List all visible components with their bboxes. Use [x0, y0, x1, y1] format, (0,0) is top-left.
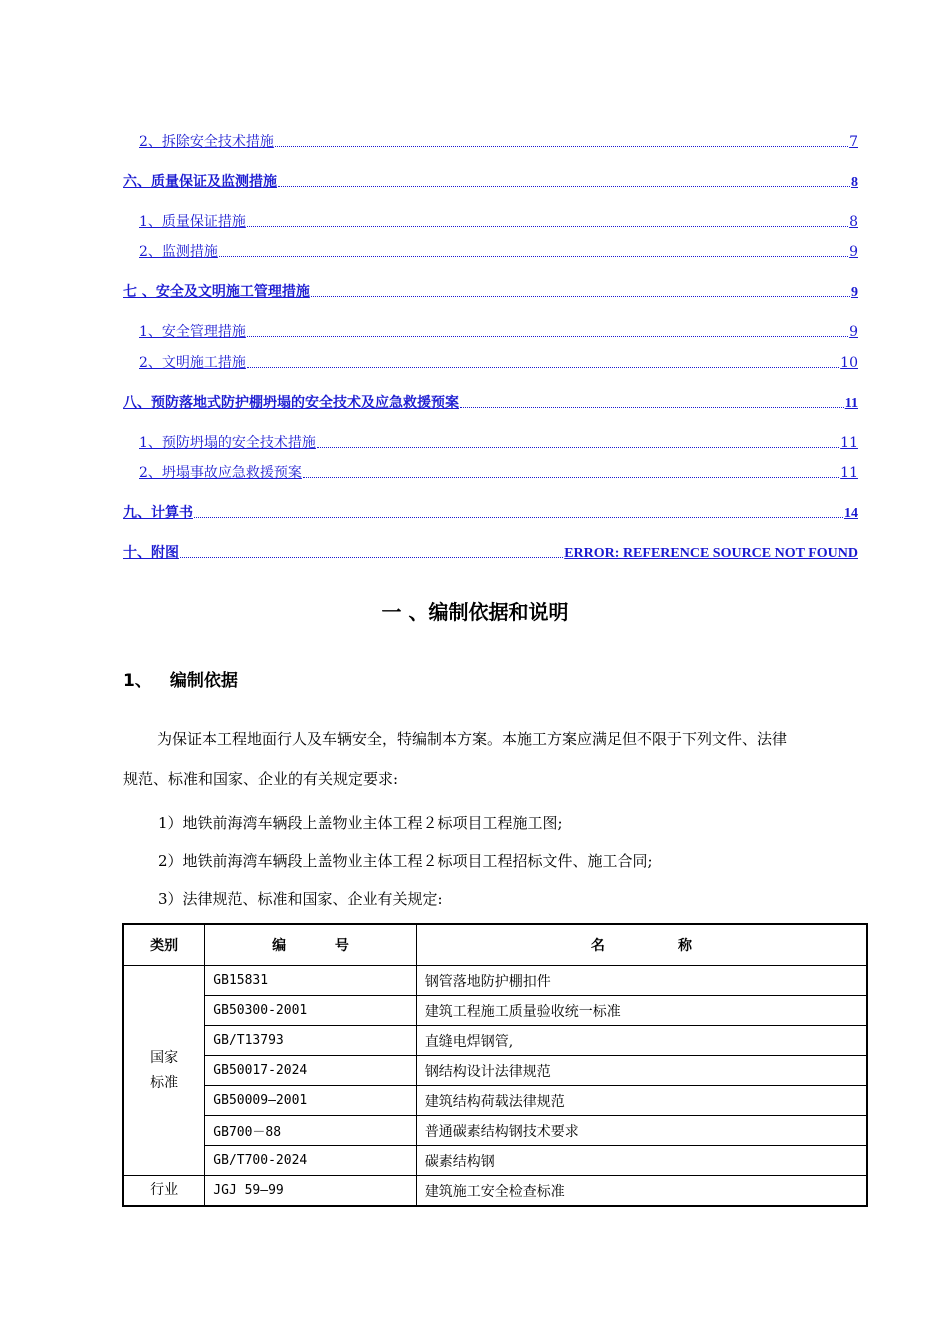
table-header-row: [123, 924, 867, 966]
header-category: 类别: [123, 924, 205, 966]
header-code: 编 号: [205, 924, 417, 966]
toc-entry-demolition-safety[interactable]: 2、拆除安全技术措施 7: [139, 134, 858, 150]
standard-code: GB700－88: [205, 1116, 417, 1146]
table-row: [123, 996, 867, 1026]
toc-entry-safety-management[interactable]: 1、安全管理措施 9: [139, 324, 858, 340]
toc-entry-quality-monitoring[interactable]: 六、质量保证及监测措施 8: [123, 174, 858, 190]
subsection-heading: [123, 666, 238, 691]
standard-code: GB50300-2001: [205, 996, 417, 1026]
toc-entry-quality-assurance[interactable]: 1、质量保证措施 8: [139, 214, 858, 230]
standard-code: GB50009—2001: [205, 1086, 417, 1116]
standards-table: [122, 923, 868, 1207]
toc-entry-attachments[interactable]: 十、附图 ERROR: REFERENCE SOURCE NOT FOUND: [123, 545, 858, 561]
standard-name: 钢管落地防护棚扣件: [416, 966, 867, 996]
table-row: [123, 966, 867, 996]
standard-name: 直缝电焊钢管,: [416, 1026, 867, 1056]
table-row: [123, 1146, 867, 1176]
basis-item-3: 3）法律规范、标准和国家、企业有关规定:: [158, 890, 443, 908]
standard-name: 钢结构设计法律规范: [416, 1056, 867, 1086]
basis-item-1: 1）地铁前海湾车辆段上盖物业主体工程２标项目工程施工图;: [158, 814, 563, 832]
standard-code: GB15831: [205, 966, 417, 996]
category-industry-standard: 行业: [123, 1176, 205, 1207]
intro-paragraph-line1: 为保证本工程地面行人及车辆安全，特编制本方案。本施工方案应满足但不限于下列文件、法律: [157, 730, 788, 748]
table-row: [123, 1086, 867, 1116]
toc-entry-civilized-construction[interactable]: 2、文明施工措施 10: [139, 355, 858, 371]
toc-entry-collapse-prevention[interactable]: 八、预防落地式防护棚坍塌的安全技术及应急救援预案 11: [123, 395, 858, 411]
standard-name: 建筑施工安全检查标准: [416, 1176, 867, 1207]
toc-entry-monitoring[interactable]: 2、监测措施 9: [139, 244, 858, 260]
section-title: 一 、编制依据和说明: [381, 600, 569, 624]
standard-code: GB50017-2024: [205, 1056, 417, 1086]
toc-entry-safety-civilized[interactable]: 七 、安全及文明施工管理措施 9: [123, 284, 858, 300]
toc-entry-collapse-emergency[interactable]: 2、坍塌事故应急救援预案 11: [139, 465, 858, 481]
subsection-number: 1、: [123, 671, 152, 691]
standard-name: 建筑结构荷载法律规范: [416, 1086, 867, 1116]
standard-name: 建筑工程施工质量验收统一标准: [416, 996, 867, 1026]
toc-entry-calculation[interactable]: 九、计算书 14: [123, 505, 858, 521]
table-row: [123, 1176, 867, 1207]
table-row: [123, 1056, 867, 1086]
standard-code: JGJ 59—99: [205, 1176, 417, 1207]
basis-item-2: 2）地铁前海湾车辆段上盖物业主体工程２标项目工程招标文件、施工合同;: [158, 852, 653, 870]
standard-code: GB/T700-2024: [205, 1146, 417, 1176]
header-name: 名 称: [416, 924, 867, 966]
standard-name: 普通碳素结构钢技术要求: [416, 1116, 867, 1146]
table-row: [123, 1026, 867, 1056]
category-national-standard: 国家 标准: [123, 966, 205, 1176]
intro-paragraph-line2: 规范、标准和国家、企业的有关规定要求:: [123, 770, 399, 788]
standard-name: 碳素结构钢: [416, 1146, 867, 1176]
subsection-title: 编制依据: [169, 671, 238, 691]
standard-code: GB/T13793: [205, 1026, 417, 1056]
table-row: [123, 1116, 867, 1146]
toc-entry-collapse-safety-tech[interactable]: 1、预防坍塌的安全技术措施 11: [139, 435, 858, 451]
